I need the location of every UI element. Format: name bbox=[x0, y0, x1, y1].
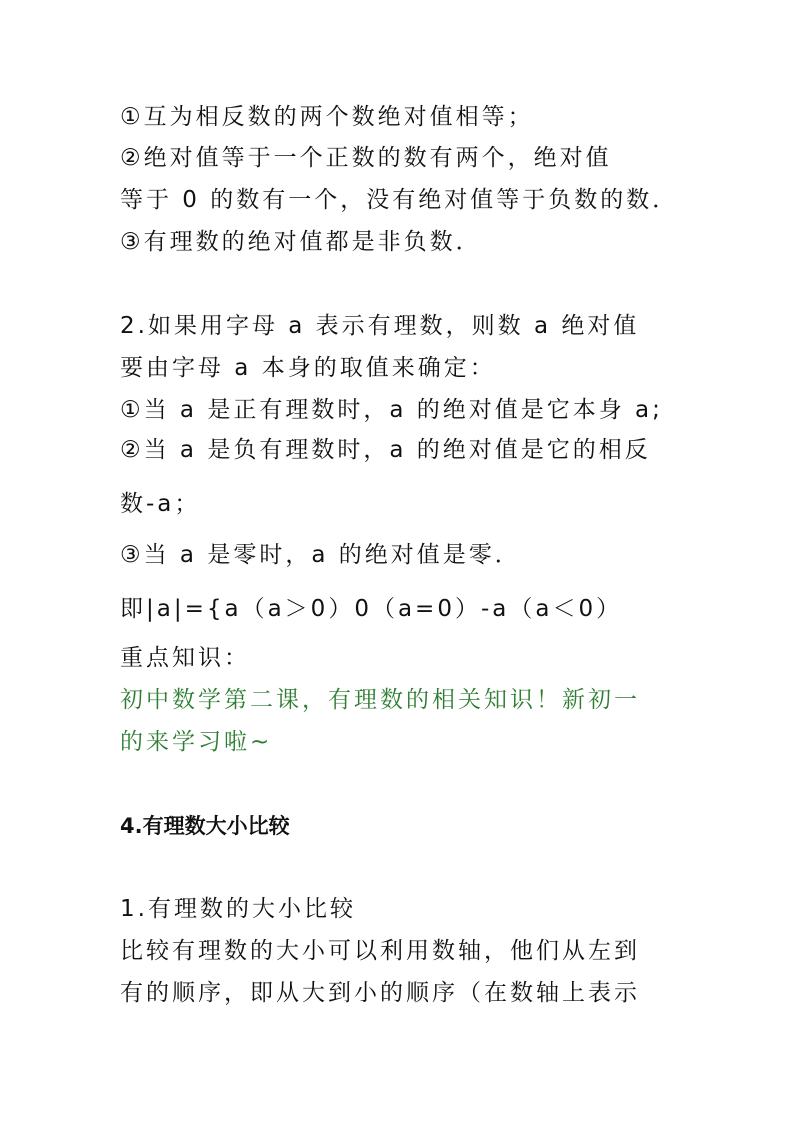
key-points-label: 重点知识： bbox=[120, 645, 250, 671]
text-line-10: ③当 a 是零时，a 的绝对值是零． bbox=[120, 542, 521, 568]
highlight-line-1: 初中数学第二课，有理数的相关知识！新初一 bbox=[120, 687, 640, 713]
text-line-8: ②当 a 是负有理数时，a 的绝对值是它的相反 bbox=[120, 437, 651, 463]
text-line-5: 2.如果用字母 a 表示有理数，则数 a 绝对值 bbox=[120, 313, 640, 339]
section-heading: 4.有理数大小比较 bbox=[120, 814, 290, 838]
highlight-line-2: 的来学习啦~ bbox=[120, 729, 273, 755]
text-line-4: ③有理数的绝对值都是非负数． bbox=[120, 229, 482, 255]
text-line-17: 比较有理数的大小可以利用数轴，他们从左到 bbox=[120, 938, 640, 964]
text-line-6: 要由字母 a 本身的取值来确定： bbox=[120, 355, 496, 381]
text-line-18: 有的顺序，即从大到小的顺序（在数轴上表示 bbox=[120, 980, 640, 1006]
text-line-3: 等于 0 的数有一个，没有绝对值等于负数的数． bbox=[120, 187, 679, 213]
formula-line: 即|a|={a（a＞0）0（a=0）-a（a＜0） bbox=[120, 596, 623, 622]
text-line-7: ①当 a 是正有理数时，a 的绝对值是它本身 a; bbox=[120, 397, 663, 423]
subsection-title: 1.有理数的大小比较 bbox=[120, 896, 356, 922]
text-line-2: ②绝对值等于一个正数的数有两个，绝对值 bbox=[120, 145, 612, 171]
text-line-1: ①互为相反数的两个数绝对值相等； bbox=[120, 104, 534, 130]
text-line-9: 数-a； bbox=[120, 491, 201, 517]
